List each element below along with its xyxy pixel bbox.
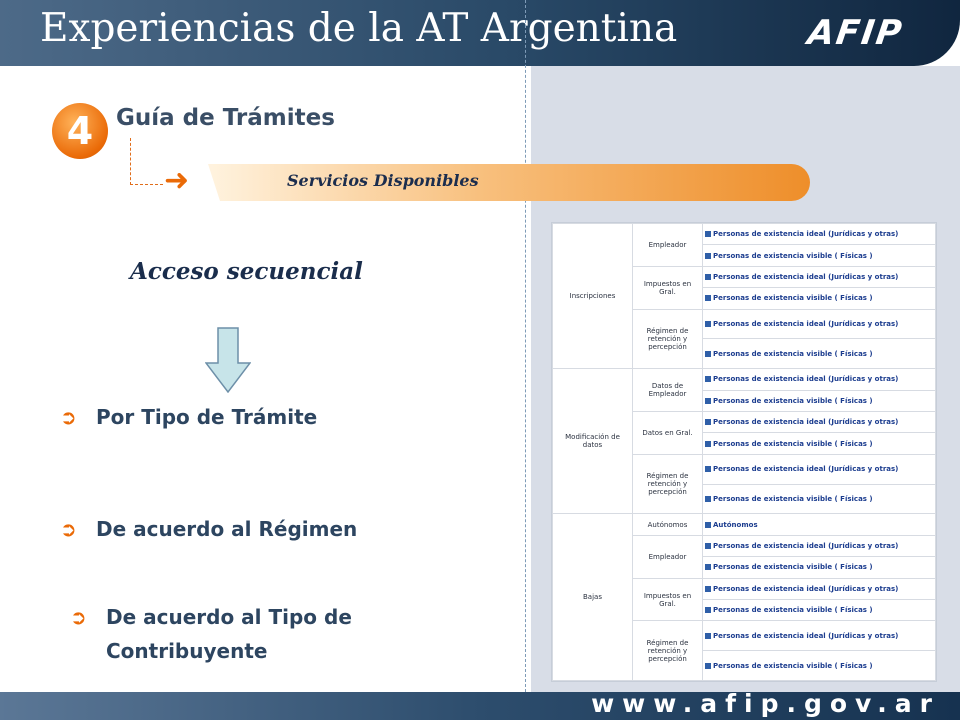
subgroup-cell: Régimen de retención y percepción (633, 309, 703, 369)
link-arrow-icon (705, 496, 711, 502)
option-label: Autónomos (713, 520, 758, 529)
link-arrow-icon (705, 522, 711, 528)
header-bar (0, 0, 960, 66)
bullet-text-continued: Contribuyente (106, 639, 268, 663)
option-label: Personas de existencia ideal (Jurídicas y otras) (713, 273, 899, 282)
option-label: Personas de existencia visible ( Físicas ) (713, 294, 873, 303)
link-arrow-icon (705, 295, 711, 301)
group-cell: Bajas (553, 514, 633, 681)
option-label: Personas de existencia visible ( Físicas ) (713, 495, 873, 503)
bullet-text: De acuerdo al Régimen (96, 517, 358, 541)
link-arrow-icon (705, 633, 711, 639)
option-label: Personas de existencia visible ( Físicas ) (713, 396, 873, 405)
subgroup-cell: Impuestos en Gral. (633, 266, 703, 309)
bullet-item (60, 400, 317, 434)
option-link[interactable] (703, 621, 936, 651)
option-label: Personas de existencia visible ( Físicas ) (713, 349, 873, 358)
table-row (553, 224, 936, 245)
down-arrow-icon (205, 327, 251, 393)
option-link[interactable] (703, 339, 936, 369)
option-link[interactable] (703, 557, 936, 578)
subgroup-cell: Empleador (633, 224, 703, 267)
option-link[interactable] (703, 369, 936, 390)
subgroup-cell: Empleador (633, 535, 703, 578)
dashed-divider (525, 0, 526, 692)
website-url[interactable]: www.afip.gov.ar (591, 689, 940, 718)
option-label: Personas de existencia ideal (Jurídicas y otras) (713, 465, 899, 474)
option-label: Personas de existencia visible ( Físicas ) (713, 606, 873, 615)
option-label: Personas de existencia ideal (Jurídicas y otras) (713, 542, 899, 550)
link-arrow-icon (705, 398, 711, 404)
option-link[interactable] (703, 433, 936, 454)
option-label: Personas de existencia visible ( Físicas ) (713, 251, 873, 260)
link-arrow-icon (705, 321, 711, 327)
option-link[interactable] (703, 578, 936, 599)
option-link[interactable] (703, 390, 936, 411)
link-arrow-icon (705, 441, 711, 447)
option-link[interactable] (703, 224, 936, 245)
group-cell: Inscripciones (553, 224, 633, 369)
link-arrow-icon (705, 663, 711, 669)
subgroup-cell: Régimen de retención y percepción (633, 454, 703, 514)
option-link[interactable] (703, 651, 936, 681)
services-table (552, 223, 936, 681)
arrow-right-icon: ➜ (164, 163, 190, 198)
link-arrow-icon (705, 376, 711, 382)
option-label: Personas de existencia ideal (Jurídicas y otras) (713, 320, 899, 329)
link-arrow-icon (705, 351, 711, 357)
dashed-connector (130, 138, 163, 185)
option-link[interactable] (703, 245, 936, 266)
option-link[interactable] (703, 266, 936, 287)
arrow-right-circle-icon: ➲ (70, 605, 87, 629)
subtitle: Acceso secuencial (130, 258, 363, 285)
option-label: Personas de existencia ideal (Jurídicas y otras) (713, 631, 899, 640)
bullet-text: De acuerdo al Tipo de (106, 605, 352, 629)
bullet-text: Por Tipo de Trámite (96, 405, 318, 429)
subgroup-cell: Régimen de retención y percepción (633, 621, 703, 681)
bullet-item (70, 600, 352, 668)
banner-label: Servicios Disponibles (287, 171, 479, 190)
option-label: Personas de existencia visible ( Físicas ) (713, 563, 873, 572)
option-label: Personas de existencia ideal (Jurídicas y otras) (713, 584, 899, 593)
afip-logo: AFIP (805, 13, 906, 53)
footer-bar (0, 689, 960, 720)
step-number-badge: 4 (52, 103, 108, 159)
option-link[interactable] (703, 484, 936, 514)
table-row (553, 514, 936, 535)
arrow-right-circle-icon: ➲ (60, 405, 77, 429)
section-title: Guía de Trámites (116, 105, 335, 131)
option-label: Personas de existencia ideal (Jurídicas y otras) (713, 418, 899, 427)
link-arrow-icon (705, 231, 711, 237)
link-arrow-icon (705, 466, 711, 472)
table-row (553, 369, 936, 390)
link-arrow-icon (705, 419, 711, 425)
option-link[interactable] (703, 309, 936, 339)
option-link[interactable] (703, 600, 936, 621)
link-arrow-icon (705, 607, 711, 613)
subgroup-cell: Autónomos (633, 514, 703, 535)
subgroup-cell: Impuestos en Gral. (633, 578, 703, 621)
subgroup-cell: Datos de Empleador (633, 369, 703, 412)
option-link[interactable] (703, 535, 936, 556)
option-link[interactable] (703, 514, 936, 535)
option-link[interactable] (703, 288, 936, 309)
option-link[interactable] (703, 454, 936, 484)
link-arrow-icon (705, 253, 711, 259)
link-arrow-icon (705, 564, 711, 570)
link-arrow-icon (705, 586, 711, 592)
subgroup-cell: Datos en Gral. (633, 412, 703, 455)
services-table-screenshot (551, 222, 937, 682)
arrow-right-circle-icon: ➲ (60, 517, 77, 541)
option-label: Personas de existencia ideal (Jurídicas y otras) (713, 230, 899, 239)
option-link[interactable] (703, 412, 936, 433)
option-label: Personas de existencia ideal (Jurídicas y otras) (713, 375, 899, 384)
bullet-item (60, 512, 357, 546)
option-label: Personas de existencia visible ( Físicas ) (713, 439, 873, 448)
option-label: Personas de existencia visible ( Físicas ) (713, 661, 873, 670)
link-arrow-icon (705, 274, 711, 280)
link-arrow-icon (705, 543, 711, 549)
slide-title: Experiencias de la AT Argentina (40, 6, 678, 51)
group-cell: Modificación de datos (553, 369, 633, 514)
